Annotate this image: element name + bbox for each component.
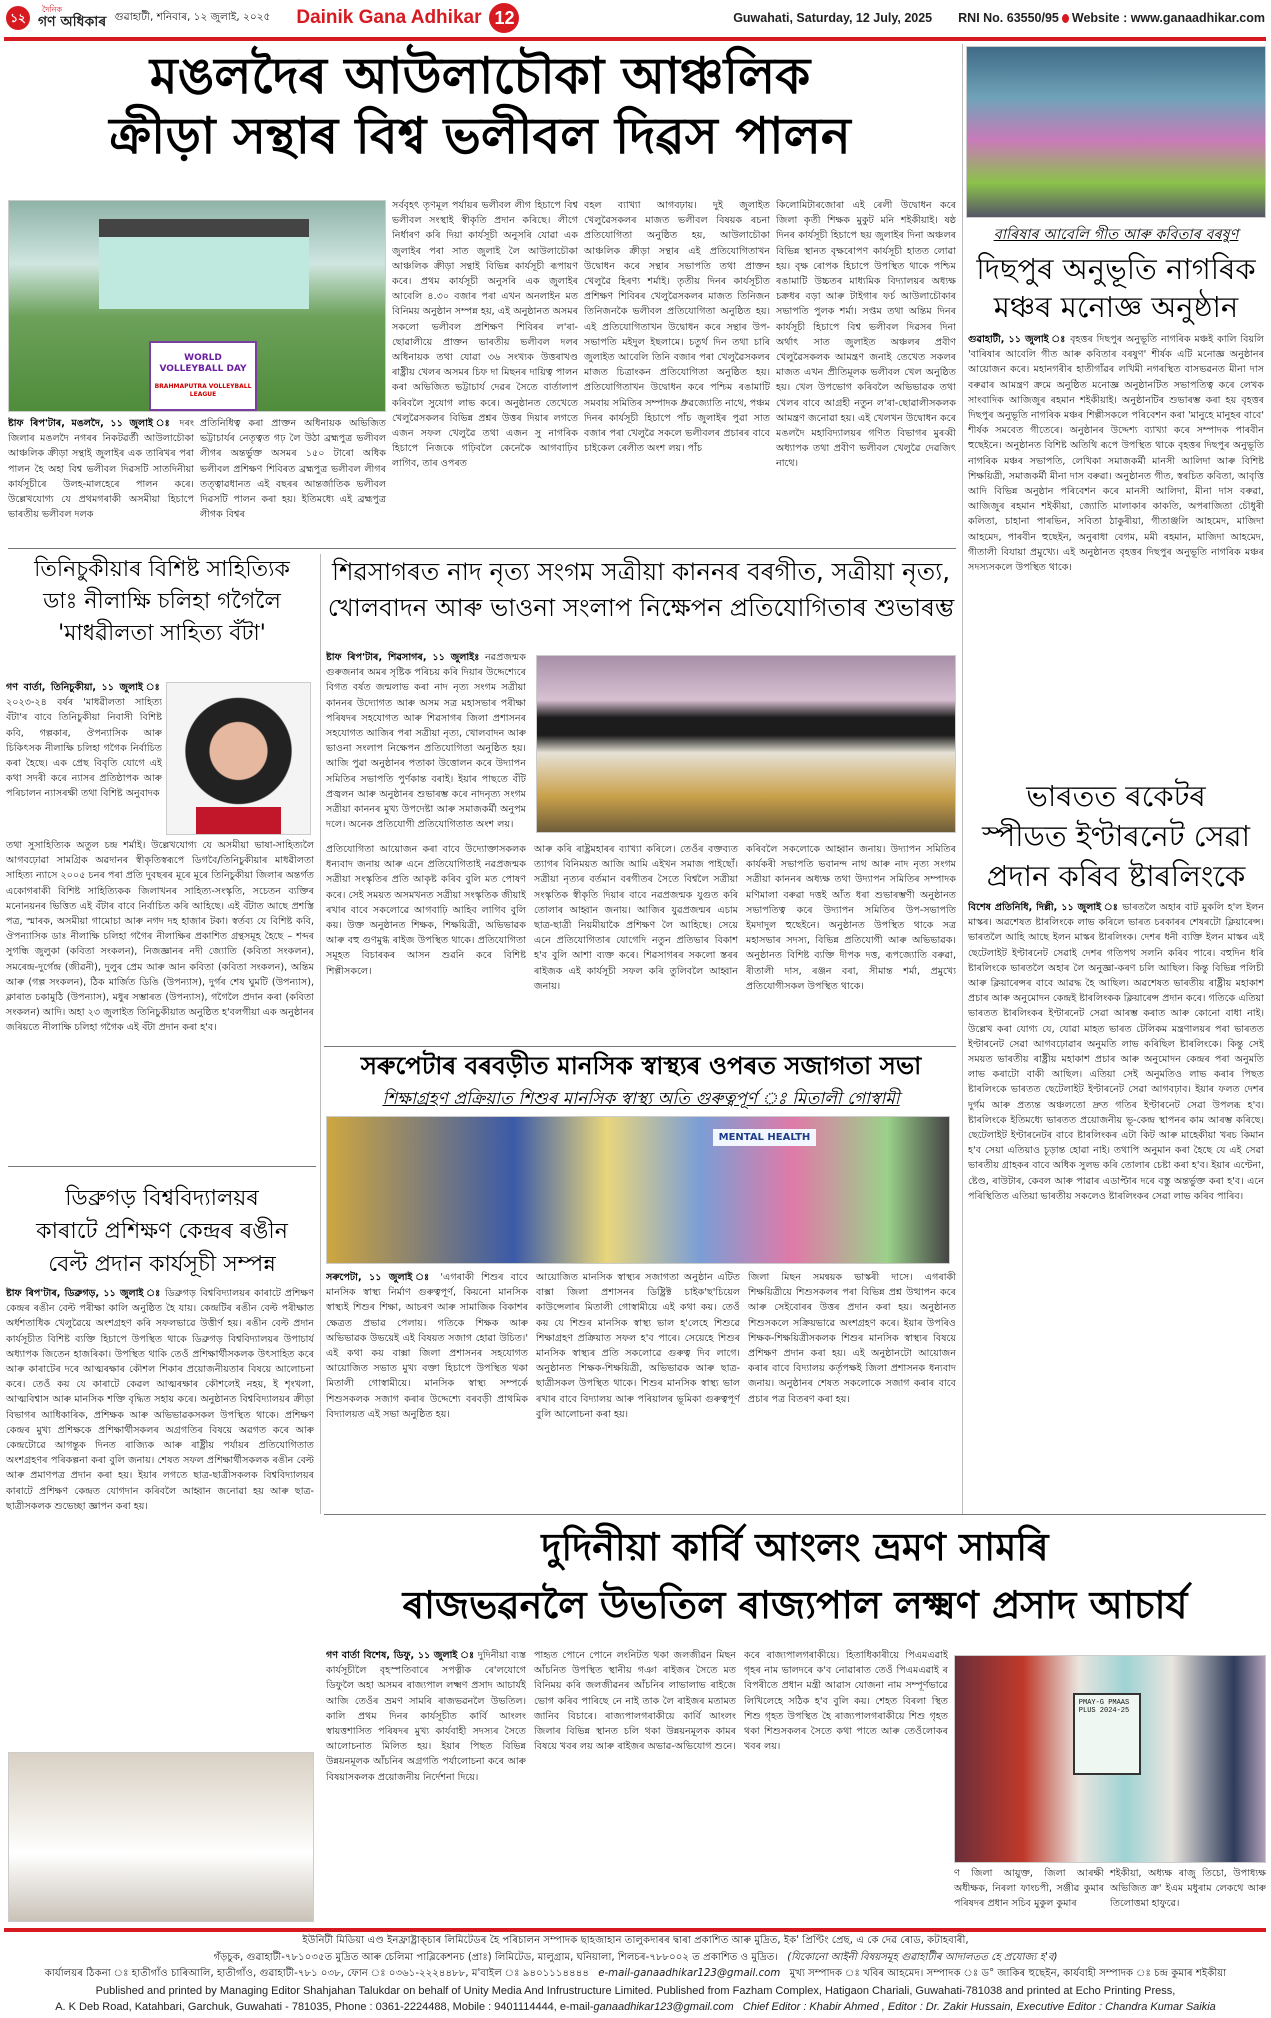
starlink-dateline: বিশেষ প্ৰতিনিধি, দিল্লী, ১১ জুলাই ঃ [968, 902, 1119, 913]
tinsukia-text-top: ২০২৩-২৪ বৰ্ষৰ 'মাধৱীলতা সাহিত্য বঁটা'ৰ বাবে তিনিচুকীয়া নিবাসী বিশিষ্ট কবি, গল্পকাৰ, ঔপন্যাসিক আৰু চিকিৎসক নীলাক্ষি চলিহা গগৈক নিৰ্বাচিত কৰা হৈছে। এক প্ৰেছ বিবৃতি যোগে এই কথা সদৰী কৰে ন্যাসৰ প্ৰতিষ্ঠাপক আৰু পৰিচালন ন্যাসৰক্ষী তথা বিশিষ্ট অনুবাদক [6, 697, 162, 800]
sivasagar-col-3 [534, 842, 738, 1042]
dishpur-text: বৃহত্তৰ দিছপুৰ অনুভূতি নাগৰিক মঞ্চই কালি বিয়লি 'বাৰিষাৰ আবেলি গীত আৰু কবিতাৰ বৰষুণ' শীৰ্ষক এটি মনোজ্ঞ অনুষ্ঠানৰ আয়োজন কৰে। মহানগৰীৰ হাতীগাঁৱৰ লখিমী নগৰস্থিত বাসভৱনত মীনা দাস বৰুৱাৰ আমন্ত্ৰণ ক্ৰমে অনুষ্ঠিত মনোজ্ঞ অনুষ্ঠানটিত সভাপতিত্ব কৰে লেখক সাংবাদিক আজিজুৰ ৰহমান শইকীয়াই। অনুষ্ঠানটিৰ শুভাৰম্ভ কৰা হয় বৃহত্তৰ দিছপুৰ অনুভূতি নাগৰিক মঞ্চৰ শিল্পীসকলে পৰিবেশন কৰা 'মানুহে মানুহৰ বাবে' শীৰ্ষক সমবেত গীতেৰে। অনুষ্ঠানৰ উদ্দেশ্য ব্যাখ্যা কৰে সম্পাদক পাৰবীন হুছেইনে। অনুষ্ঠানত বিশিষ্ট অতিথি ৰূপে উপস্থিত থাকে বৃহত্তৰ দিছপুৰ অনুভূতি নাগৰিক মঞ্চৰ সভাপতি, লেখিকা সমাজকৰ্মী মানসী আলিদা আৰু বিশিষ্ট শিক্ষয়িত্ৰী, সমাজকৰ্মী মীনা দাস বৰুৱা। অনুষ্ঠানত গীত, স্বৰচিত কবিতা, আবৃত্তি আদি বিভিন্ন অনুষ্ঠান পৰিবেশন কৰে মানসী আলিদা, মীনা দাস বৰুৱা, আজিজুৰ ৰহমান শইকীয়া, জ্যোতি মালাকাৰ কাকতি, অপৰাজিতা চৌধুৰী কলিতা, চাহানা পাৰভিন, সবিতা ঠাকুৰীয়া, গীতাঞ্জলি আহমেদ, মাজিদা আহমেদ, পাৰবীন হুছেইন, অনুৰাধা বেগম, মমী ৰহমান, মাজিদা আহমেদ, গীতালী বিযায়া প্ৰমুখ্যে। এই অনুষ্ঠানত বৃহত্তৰ দিছপুৰ অনুভূতি নাগৰিক মঞ্চৰ সদস্যসকলে উপস্থিত থাকে। [968, 334, 1264, 574]
imprint-line-2-text: গঁড়চুক, গুৱাহাটী-৭৮১০৩৫ত মুদ্ৰিত আৰু চেলিমা পাব্লিকেশনচ (প্ৰাঃ) লিমিটেড, মালুগ্ৰাম, ঘনিয়ালা, শিলচৰ-৭৮৮০০২ ত প্ৰকাশিত ও মুদ্ৰিত। [213, 1951, 779, 1963]
imprint-line-5 [0, 1999, 1271, 2016]
banner-title: WORLD VOLLEYBALL DAY [159, 353, 247, 374]
volleyball-col-2 [200, 416, 386, 544]
bullet-dot-icon [1062, 14, 1069, 23]
section-divider [8, 548, 956, 549]
tinsukia-portrait-photo [166, 682, 311, 835]
column-divider [962, 44, 963, 1514]
sarupeta-dateline: সৰুপেটা, ১১ জুলাই ঃ [326, 1272, 434, 1283]
volleyball-headline [0, 46, 960, 166]
sivasagar-text-4: কৰিবলৈ সকলোকে আহ্বান জনায়। উদ্যাপন সমিতিৰ কাৰ্যকৰী সভাপতি ভবানন্দ নাথ আৰু নাদ নৃত্য সংগম সত্ৰীয়া কাননৰ অধ্যক্ষ তথা উদ্যাপন সমিতিৰ সম্পাদক মণিমালা বৰুৱা দত্তই আঁত ধৰা শুভাৰম্ভণী অনুষ্ঠানত সভাপতিত্ব কৰে উদ্যাপন সমিতিৰ উপ-সভাপতি ইমদাদুল হুছেইনে। অনুষ্ঠানত উপস্থিত থাকে সত্ৰ মহাসভাৰ সদস্য, বিভিন্ন প্ৰতিযোগী আৰু অভিভাৱক। অনুষ্ঠানত বিশিষ্ট ব্যক্তি দীপক দত্ত, ৰূপজ্যোতি বৰুৱা, ৰীতালী দাস, ৰঞ্জন বৰা, সীমান্ত শৰ্মা, প্ৰমুখ্যে প্ৰতিযোগীসকল উপস্থিত থাকে। [746, 844, 956, 992]
page-number-badge-bn: ১২ [6, 6, 30, 30]
dishpur-headline-line1: দিছপুৰ অনুভূতি নাগৰিক [976, 252, 1256, 286]
volleyball-col-3 [392, 198, 578, 544]
tinsukia-dateline: গণ বাৰ্তা, তিনিচুকীয়া, ১১ জুলাই ঃ [6, 682, 162, 693]
dibrugarh-headline-line2: কাৰাটে প্ৰশিক্ষণ কেন্দ্ৰৰ ৰঙীন [36, 1219, 288, 1244]
volleyball-text-5: কিলোমিটাৰজোৰা এই ৰেলী উদ্বোধন কৰে জিলা কৃতী শিক্ষক মুকুট মনি শইকীয়াই। ষষ্ঠ দিনৰ কাৰ্যসূচী হিচাপে ছয় জুলাইৰ দিনা অঞ্চলৰ বিভিন্ন স্থানত বৃক্ষৰোপণ কাৰ্যসূচী হাতত লোৱা হয়। বৃক্ষ ৰোপক হিচাপে উপস্থিত থাকে পশ্চিম ৰঙামাটি উচ্চতৰ মাধ্যমিক বিদ্যালয়ৰ অধ্যক্ষ চক্ৰধৰ বড়া আৰু টাইগাৰ ফৰ্চ আউলাচৌকাৰ সভাপতি পুলক শৰ্মা। সপ্তম তথা অন্তিম দিনৰ কাৰ্যসূচী হিচাপে বিশ্ব ভলীবল দিৱসৰ দিনা অৰ্থাৎ সাত জুলাইত অঞ্চলৰ প্ৰবীণ খেলুৱৈসকলক আমন্ত্ৰণ জনাই তেখেত সকলৰ মাজত এখন প্ৰীতিমূলক ভলীবল খেল অনুষ্ঠিত হয়। খেল উপভোগ কৰিবলৈ অভিভাৱক তথা খেলৰ বাবে আগ্ৰহী নতুন ল'ৰা-ছোৱালীসকলক আমন্ত্ৰণ জনোৱা হয়। এই খেলখন উদ্বোধন কৰে মঙলদৈ মহাবিদ্যালয়ৰ গণিত বিভাগৰ মুৰব্বী অধ্যাপক তথা প্ৰবীণ ভলীবল খেলুৱৈ দেৱজিৎ নাথে। [776, 200, 956, 470]
governor-col-1 [326, 1648, 526, 1924]
date-english: Guwahati, Saturday, 12 July, 2025 [733, 11, 933, 25]
volleyball-col-4 [584, 198, 770, 544]
sarupeta-text-1: 'এগৰাকী শিশুৰ বাবে মানসিক স্বাস্থ্য নিৰ্মাণ গুৰুত্বপূৰ্ণ, কিয়নো মানসিক স্বাস্থ্যই শিশুৰ শিক্ষা, আচৰণ আৰু সামাজিক বিকাশৰ ক্ষেত্ৰত প্ৰভাৱ পেলায়। গতিকে শিক্ষক আৰু অভিভাৱক উভয়েই এই বিষয়ত সজাগ হোৱা উচিত।' এই কথা কয় বাক্সা জিলা প্ৰশাসনৰ সহযোগত আয়োজিত সভাত মুখ্য বক্তা হিচাপে উপস্থিত থকা মিতালী গোস্বামীয়ে। মানসিক স্বাস্থ্য সম্পৰ্কে শিশুসকলক সজাগ কৰাৰ উদ্দেশ্যে বৰবড়ী প্ৰাথমিক বিদ্যালয়ত এই সভা অনুষ্ঠিত হয়। [326, 1272, 528, 1420]
governor-col-3 [744, 1648, 948, 1924]
dibrugarh-headline [4, 1182, 320, 1281]
imprint-footer [0, 1933, 1271, 2016]
sivasagar-col-2 [326, 842, 526, 1042]
sivasagar-text-3: আৰু কৰি ৰাষ্ট্ৰমহাৰৰ ব্যাখ্যা কৰিলে। তেওঁৰ বক্তব্যত ত্যাগৰ বিনিময়ত আজি আমি এইখন সমাজ পাইছোঁ। সত্ৰীয়া নৃত্যৰ বৰ্তমান বৰগীতৰ সৈতে বিশ্বলৈ সত্ৰীয়া সংস্কৃতিক স্বীকৃতি দিয়াৰ বাবে নৱপ্ৰজন্মক যুগুত কৰি তোলাৰ আহ্বান জনায়। আজিৰ যুৱপ্ৰজন্মৰ এচাম ছাত্ৰ-ছাত্ৰী নিয়মীয়াকৈ প্ৰশিক্ষণ লৈ আহিছে। সেয়ে এনে প্ৰতিযোগিতাৰ যোগেদি নতুন প্ৰতিভাৰ বিকাশ হ'ব বুলি আশা ব্যক্ত কৰে। শিৱসাগৰৰ সকলো স্তৰৰ ৰাইজক এই কাৰ্যসূচী সফল কৰি তুলিবলৈ আহ্বান জনায়। [534, 844, 738, 992]
governor-text-1: দুদিনীয়া ব্যস্ত কাৰ্যসূচীলৈ বৃহস্পতিবাৰে সপত্নীক ৰে'লযোগে ডিফুলৈ অহা অসমৰ ৰাজ্যপাল লক্ষ্মণ প্ৰসাদ আচাৰ্যই আজি তেওঁৰ ভ্ৰমণ সামৰি ৰাজভৱনলৈ উভতিল। কালি প্ৰথম দিনৰ কাৰ্যসূচীত কাৰ্বি আংলং স্বায়ত্তশাসিত পৰিষদৰ মুখ্য কাৰ্যবাহী সদস্যৰ সৈতে আলোচনাত মিলিত হয়। ইয়াৰ পিছত বিভিন্ন উন্নয়নমূলক আঁচনিৰ অগ্ৰগতি পৰ্যালোচনা কৰে আৰু বিষয়াসকলক প্ৰয়োজনীয় নিৰ্দেশনা দিয়ে। [326, 1650, 526, 1783]
editors-en: Chief Editor : Khabir Ahmed , Editor : Dr. Zakir Hussain, Executive Editor : Chandra Kumar Saikia [742, 2001, 1216, 2013]
karate-group-photo [8, 1752, 314, 1922]
starlink-headline-line2: স্পীডত ইণ্টাৰনেট সেৱা [981, 819, 1251, 853]
tinsukia-headline [4, 554, 320, 650]
sarupeta-text-3: জিলা মিছন সমন্বয়ক ভাস্কৰী দাসে। এগৰাকী শিক্ষয়িত্ৰীয়ে শিশুসকলৰ পৰা বিভিন্ন প্ৰশ্ন উত্থাপন কৰে আৰু সেইবোৰৰ উত্তৰ প্ৰদান কৰা হয়। অনুষ্ঠানত শিশুসকলে সক্ৰিয়ভাৱে অংশগ্ৰহণ কৰে। ইয়াৰ উপৰিও শিক্ষক-শিক্ষয়িত্ৰীসকলক শিশুৰ মানসিক স্বাস্থ্যৰ বিষয়ে প্ৰশিক্ষণ প্ৰদান কৰা হয়। এই অনুষ্ঠানটো আয়োজন কৰাৰ বাবে বিদ্যালয় কৰ্তৃপক্ষই জিলা প্ৰশাসনক ধন্যবাদ জনায়। অনুষ্ঠানৰ শেষত সকলোকে সজাগ কৰাৰ বাবে প্ৰচাৰ পত্ৰ বিতৰণ কৰা হয়। [748, 1272, 956, 1405]
sarupeta-col-2 [536, 1270, 740, 1510]
governor-caption-2 [1110, 1866, 1266, 1926]
starlink-headline-line1: ভাৰতত ৰকেটৰ [1026, 779, 1206, 813]
dishpur-headline [966, 250, 1266, 326]
starlink-headline-line3: প্ৰদান কৰিব ষ্টাৰলিংকে [986, 859, 1246, 893]
dibrugarh-headline-line3: বেল্ট প্ৰদান কাৰ্যসূচী সম্পন্ন [48, 1252, 276, 1277]
website-link[interactable]: Website : www.ganaadhikar.com [1071, 11, 1265, 25]
legal-jurisdiction-note: (যিকোনো আইনী বিষয়সমূহ গুৱাহাটীৰ আদালতত হে প্ৰযোজ্য হ'ব) [787, 1951, 1058, 1963]
sivasagar-text-1: নৱপ্ৰজন্মক গুৰুজনাৰ অমৰ সৃষ্টিক পৰিচয় কৰি দিয়াৰ উদ্দেশ্যেৰে বিগত বৰ্ষত জন্মলাভ কৰা নাদ নৃত্য সংগম সত্ৰীয়া কাননৰ উদ্যোগত আৰু অসম সত্ৰ মহাসভাৰ পৰীক্ষা পৰিষদৰ সহযোগত আৰু শিৱসাগৰ জিলা প্ৰশাসনৰ সহযোগত আজিৰ পৰা সত্ৰীয়া নৃত্য, খোলবাদন আৰু ভাওনা সংলাপ নিক্ষেপন প্ৰতিযোগিতা অনুষ্ঠিত হয়। আজি পুৱা অনুষ্ঠানৰ পতাকা উত্তোলন কৰে উদ্যাপন সমিতিৰ সভাপতি পুৰ্ণকান্ত বৰাই। ইয়াৰ পাছতে বঁটি প্ৰজ্বলন আৰু অনুষ্ঠানৰ শুভাৰম্ভ কৰে নাদনৃত্য সংগম সত্ৰীয়া কাননৰ মুখ্য উপদেষ্টা আৰু সমাজকৰ্মী অনুপম দলে। অনেক প্ৰতিযোগী প্ৰতিযোগিতাত অংশ লয়। [326, 652, 526, 831]
sivasagar-dateline: ষ্টাফ ৰিপ'টাৰ, শিৱসাগৰ, ১১ জুলাইঃ [326, 652, 480, 663]
email-link-en[interactable]: ganaadhikar123@gmail.com [593, 2001, 734, 2013]
governor-text-2: পাহৃত পোনে পোনে লংনিটত থকা জলজীৱন মিছন আঁচনিত উপস্থিত স্থানীয় গঞা ৰাইজৰ সৈতে মত বিনিময় কৰি জলজীৱনৰ আঁচনিৰ লাভালাভ ৰাইজে ভোগ কৰিব পাৰিছে নে নাই তাক লৈ ৰাইজৰ মতামত জানিব বিচাৰে। ৰাজ্যপালগৰাকীয়ে কাৰ্বি আংলং জিলাৰ বিভিন্ন স্থানত চলি থকা উন্নয়নমূলক কামৰ বিষয়ে খবৰ লয় আৰু ৰাইজৰ অভাৱ-অভিযোগ শুনে। [534, 1650, 736, 1753]
mental-health-sign: MENTAL HEALTH [713, 1129, 817, 1146]
tinsukia-text-bottom: তথা সুসাহিত্যিক অতুল চন্দ্ৰ শৰ্মাই। উল্লেখযোগ্য যে অসমীয়া ভাষা-সাহিত্যলৈ আগবঢ়োৱা সামগ্ৰিক অৱদানৰ স্বীকৃতিস্বৰূপে ডিগবৈ/তিনিচুকীয়াৰ মাধৱীলতা সাহিত্য ন্যাসে ২০০৫ চনৰ পৰা প্ৰতি দুবছৰৰ মূৰে মূৰে তিনিচুকীয়া জিলাৰ অন্তৰ্গত একোগৰাকী বিশিষ্ট সাহিত্যিকক জিলাখনৰ সাহিত্য-সংস্কৃতি, সচেতন ব্যক্তিৰ মনোনয়নৰ ভিত্তিত এই বঁটাৰ বাবে নিৰ্বাচিত কৰি আহিছে। এই বঁটাত আছে প্ৰশস্তি পত্ৰ, স্মাৰক, অসমীয়া গামোচা আৰু নগদ দহ হাজাৰ টকা। স্বৰ্তব্য যে বিশিষ্ট কবি, ঔপন্যাসিক ডাঃ নীলাক্ষি চলিহা গগৈৰ নীলাক্ষিৰ প্ৰকাশিত গ্ৰন্থসমূহ হৈছে – শব্দৰ সুগন্ধি জুলুকা (কবিতা সংকলন), নিজজ্ঞানৰ নদী জ্যোতি (কবিতা সংকলন), সমৰেন্দ্ৰ-দুৰ্গেন্দ্ৰ (জীৱনী), দুলুৰ প্ৰেম আৰু আন কবিতা (কবিতা সংকলন), অন্তিম আৰু (গল্প সংকলন), ঠিক মাৰ্জিত ডিঙি (উপন্যাস), দুৰ্গৰ শেষ ঘুমটি (উপন্যাস), ক্লাৰাত চকামুঠি (উপন্যাস), মধুৰ সম্ভাৰত (উপন্যাস), গগৈলৈ প্ৰদান কৰা (কবিতা সংকলন) আদি। অহা ২৩ জুলাইত তিনিচুকীয়াত অনুষ্ঠিত হ'বলগীয়া এক অনুষ্ঠানৰ জৰিয়তে নীলাক্ষি চলিহা গগৈক এই বঁটা প্ৰদান কৰা হ'ব। [6, 840, 314, 1034]
sivasagar-col-1 [326, 650, 526, 840]
volleyball-headline-line2: ক্ৰীড়া সন্থাৰ বিশ্ব ভলীবল দিৱস পালন [109, 106, 851, 165]
community-hall-shape [99, 219, 309, 309]
imprint-line-1: ইউনিটী মিডিয়া এণ্ড ইনফ্ৰাষ্ট্ৰাক্চাৰ লিমিটেডৰ হৈ পৰিচালন সম্পাদক ছাহজাহান তালুকদাৰৰ দ্বাৰা প্ৰকাশিত আৰু মুদ্ৰিত, ইক' প্ৰিণ্টিং প্ৰেছ, এ কে দেৱ ৰোড, কটাহবাৰী, [302, 1935, 969, 1946]
sarupeta-classroom-photo [326, 1116, 950, 1264]
dishpur-kicker: বাৰিষাৰ আবেলি গীত আৰু কবিতাৰ বৰষুণ [993, 227, 1239, 243]
pmay-plaque: PMAY-G PMAAS PLUS 2024-25 [1073, 1693, 1141, 1775]
volleyball-photo [8, 200, 386, 412]
date-assamese: গুৱাহাটী, শনিবাৰ, ১২ জুলাই, ২০২৫ [114, 10, 271, 23]
tinsukia-headline-line2: ডাঃ নীলাক্ষি চলিহা গগৈলৈ [43, 589, 281, 614]
governor-headline-line1: দুদিনীয়া কাৰ্বি আংলং ভ্ৰমণ সামৰি [541, 1524, 1049, 1569]
section-divider [324, 1046, 956, 1047]
governor-dateline: গণ বাৰ্তা বিশেষ, ডিফু, ১১ জুলাই ঃ [326, 1650, 475, 1661]
sivasagar-headline-line1: শিৱসাগৰত নাদ নৃত্য সংগম সত্ৰীয়া কাননৰ বৰগীত, সত্ৰীয়া নৃত্য, [331, 557, 951, 586]
logo-text: গণ অধিকাৰ [38, 14, 107, 30]
volleyball-text-3: সৰ্ববৃহৎ তৃণমূল পৰ্যায়ৰ ভলীবল লীগ হিচাপে বিশ্ব ভলীবল সংস্থাই স্বীকৃতি প্ৰদান কৰিছে। লীগে নিৰ্ধাৰণ কৰি দিয়া কাৰ্যসূচী অনুসৰি যোৱা এক জুলাইৰ পৰা সাত জুলাই লৈ আউলাচৌকা আঞ্চলিক ক্ৰীড়া সন্থাই বিভিন্ন কাৰ্যসূচী ৰূপায়ণ কৰে। প্ৰথম কাৰ্যসূচী অনুসৰি এক জুলাইৰ আবেলি ৪.৩০ বজাৰ পৰা এখন অনলাইন মত বিনিময় অনুষ্ঠান সম্পন্ন হয়, এই অনুষ্ঠানত অসমৰ সকলো ভলীবল প্ৰশিক্ষণ শিবিৰৰ ল'ৰা-ছোৱালীয়ে প্ৰাক্তন ভাৰতীয় ভলীবল দলৰ অধিনায়ক তথা যোৱা ৩৬ সংখ্যক উত্তৰাখণ্ড ৰাষ্ট্ৰীয় খেলৰ অসমৰ চিফ দা মিছনৰ দায়িত্ব পালন কৰা অভিজিত ভট্টাচাৰ্য দেৱৰ সৈতে বাৰ্তালাপ কৰিবলৈ সুযোগ লাভ কৰে। অনুষ্ঠানত তেখেতে খেলুৱৈসকলৰ বিভিন্ন প্ৰশ্নৰ উত্তৰ দিয়াৰ লগতে এজন সফল খেলুৱৈ তথা এজন সু নাগৰিক হিচাপে নিজকে গঢ়িবলৈ কেনেকৈ আগবাঢ়িব লাগিব, তাৰ ওপৰত [392, 200, 578, 470]
tinsukia-headline-line1: তিনিচুকীয়াৰ বিশিষ্ট সাহিত্যিক [34, 557, 290, 582]
governor-visit-photo [954, 1655, 1266, 1863]
tinsukia-headline-line3: 'মাধৱীলতা সাহিত্য বঁটা' [58, 621, 266, 646]
email-link-as[interactable]: e-mail-ganaadhikar123@gmail.com [598, 1968, 781, 1979]
editors-as: মুখ্য সম্পাদক ঃ খবিৰ আহমেদ। সম্পাদক ঃ ড° জাকিৰ হুছেইন, কাৰ্যবাহী সম্পাদক ঃ চন্দ্ৰ কুমাৰ শইকীয়া [789, 1968, 1227, 1979]
starlink-body [968, 900, 1264, 1510]
volleyball-headline-line1: মঙলদৈৰ আউলাচৌকা আঞ্চলিক [149, 46, 811, 105]
tinsukia-body-top [6, 680, 162, 835]
imprint-line-4: Published and printed by Managing Editor Shahjahan Talukdar on behalf of Unity Media And Infrustructure Limited. Published from Fazham Complex, Hatigaon Chariali, Guwahati-781038 and printed at Echo Printing Press, [95, 1984, 1176, 1997]
rni-number: RNI No. 63550/95 [958, 11, 1059, 25]
sivasagar-stage-photo [536, 655, 956, 833]
sarupeta-kicker: শিক্ষাগ্ৰহণ প্ৰক্ৰিয়াত শিশুৰ মানসিক স্বাস্থ্য অতি গুৰুত্বপূৰ্ণ ঃ মিতালী গোস্বামী [382, 1089, 900, 1109]
governor-caption-1 [954, 1866, 1104, 1926]
logo-small-text: দৈনিক [42, 5, 63, 14]
volleyball-text-2: প্ৰতিনিধিত্ব কৰা প্ৰাক্তন অধিনায়ক অভিজিত ভট্টাচাৰ্যৰ নেতৃত্বত গঢ় লৈ উঠা ব্ৰহ্মপুত্ৰ ভলীবল লীগৰ অন্তৰ্ভুক্ত অসমৰ ১৫০ টাৰো অধিক ভলীবল প্ৰশিক্ষণ শিবিৰত ব্ৰহ্মপুত্ৰ ভলীবল লীগৰ তত্ত্বাৱধানত এই বছৰৰ আন্তৰ্জাতিক ভলীবল দিৱসটি পালন কৰা হয়। ইতিমধ্যে এই ব্ৰহ্মপুত্ৰ লীগক বিশ্বৰ [200, 418, 386, 521]
sarupeta-col-1 [326, 1270, 528, 1510]
volleyball-col-1 [8, 416, 194, 544]
footer-rule [4, 1928, 1266, 1932]
sarupeta-col-3 [748, 1270, 956, 1510]
dibrugarh-body [6, 1286, 314, 1748]
volleyball-dateline: ষ্টাফ ৰিপ'টাৰ, মঙলদৈ, ১১ জুলাই ঃ [8, 418, 174, 429]
dibrugarh-text: ডিব্ৰুগড় বিশ্ববিদ্যালয়ৰ কাৰাটে প্ৰশিক্ষণ কেন্দ্ৰৰ ৰঙীন বেল্ট পৰীক্ষা কালি অনুষ্ঠিত হৈ যায়। কেন্দ্ৰটিৰ ৰঙীন বেল্ট পৰীক্ষাত অৰ্ধশতাধিক খেলুৱৈয়ে অংশগ্ৰহণ কৰি সফলভাৱে উত্তীৰ্ণ হয়। ৰঙীন বেল্ট প্ৰদান কাৰ্যসূচীত বিশিষ্ট ব্যক্তি হিচাপে উপস্থিত থাকে ডিব্ৰুগড় বিশ্ববিদ্যালয়ৰ উপাচাৰ্য অধ্যাপক জিতেন হাজৰিকা। উপস্থিত থাকি তেওঁ প্ৰশিক্ষাৰ্থীসকলক উৎসাহিত কৰে আৰু কাৰাটেৰ দৰে আত্মৰক্ষাৰ কৌশল শিকাৰ প্ৰয়োজনীয়তাৰ বিষয়ে আলোচনা কৰে। তেওঁ কয় যে কাৰাটে কেৱল আত্মৰক্ষাৰ কৌশলেই নহয়, ই শৃংখলা, আত্মবিশ্বাস আৰু মানসিক শক্তি বৃদ্ধিত সহায় কৰে। অনুষ্ঠানত বিশ্ববিদ্যালয়ৰ ক্ৰীড়া বিভাগৰ আধিকাৰিক, প্ৰশিক্ষক আৰু অভিভাৱকসকল উপস্থিত থাকে। প্ৰশিক্ষণ কেন্দ্ৰৰ মুখ্য প্ৰশিক্ষকে প্ৰশিক্ষাৰ্থীসকলৰ অগ্ৰগতিৰ বিষয়ে অৱগত কৰে আৰু কেন্দ্ৰটোৱে আগন্তুক দিনত ৰাজ্যিক আৰু ৰাষ্ট্ৰীয় পৰ্যায়ৰ প্ৰতিযোগিতাত অংশগ্ৰহণৰ পৰিকল্পনা কৰা বুলি জনায়। শেষত সফল প্ৰশিক্ষাৰ্থীসকলক ৰঙীন বেল্ট আৰু প্ৰমাণপত্ৰ প্ৰদান কৰা হয়। ইয়াৰ লগতে ছাত্ৰ-ছাত্ৰীসকলক বিশ্ববিদ্যালয়ৰ কাৰাটে প্ৰশিক্ষণ কেন্দ্ৰত যোগদান কৰিবলৈ আহ্বান জনোৱা হয় আৰু ছাত্ৰ-ছাত্ৰীসকলক শুভেচ্ছা জ্ঞাপন কৰা হয়। [6, 1288, 314, 1512]
masthead [0, 0, 1271, 36]
volleyball-text-4: বহল ব্যাখ্যা আগবঢ়ায়। দুই জুলাইত খেলুৱৈসকলৰ মাজত ভলীবল বিষয়ক ৰচনা প্ৰতিযোগিতা অনুষ্ঠিত হয়, আউলাচৌকা আঞ্চলিক ক্ৰীড়া সন্থাৰ এই প্ৰতিযোগিতাখন উদ্বোধন কৰে সন্থাৰ সভাপতি তথা প্ৰাক্তন খেলুৱৈ হিৰণ্য শৰ্মাই। তৃতীয় দিনৰ কাৰ্যসূচীত প্ৰশিক্ষণ শিবিৰৰ খেলুৱৈসকলৰ মাজত তিনিজন তিনিজনকৈ ভলীবল প্ৰতিযোগিতা অনুষ্ঠিত হয়। এই প্ৰতিযোগিতাখন উদ্বোধন কৰে সন্থাৰ উপ-সভাপতি মইদুল ইছলামে। চতুৰ্থ দিন তথা চাৰি জুলাইত আবেলি তিনি বজাৰ পৰা খেলুৱৈসকলৰ মাজত চিত্ৰাংকন প্ৰতিযোগিতা অনুষ্ঠিত হয়। প্ৰতিযোগিতাখন উদ্বোধন কৰে পশ্চিম ৰঙামাটি সমবায় সমিতিৰ সম্পাদক ধ্ৰুৱজ্যোতি নাথে, পঞ্চম দিনৰ কাৰ্যসূচী হিচাপে পাঁচ জুলাইৰ পুৱা সাত বজাৰ পৰা খেলুৱৈ সকলে ভলীবলৰ প্ৰচাৰৰ বাবে চাইকেল ৰেলীত অংশ লয়। পাঁচ [584, 200, 770, 455]
starlink-headline [966, 776, 1266, 896]
sivasagar-text-2: প্ৰতিযোগিতা আয়োজন কৰা বাবে উদ্যোক্তাসকলক ধন্যবাদ জনায় আৰু এনে প্ৰতিযোগিতাই নৱপ্ৰজন্মক সত্ৰীয়া সংস্কৃতিৰ প্ৰতি আকৃষ্ট কৰিব বুলি মত পোষণ কৰে। সেই সময়ত অসমখনত সত্ৰীয়া সংস্কৃতিক জীয়াই ৰখাৰ বাবে সকলোৱে আগবাঢ়ি আহিব লাগিব বুলি কয়। উক্ত অনুষ্ঠানত শিক্ষক, শিক্ষয়িত্ৰী, অভিভাৱক আৰু বহু গুণমুগ্ধ ৰাইজ উপস্থিত থাকে। প্ৰতিযোগিতা সমূহত বিচাৰকৰ আসন শুৱনি কৰে বিশিষ্ট শিল্পীসকলে। [326, 844, 526, 977]
imprint-line-2 [0, 1950, 1271, 1967]
page-number-badge: 12 [489, 3, 519, 33]
starlink-text: ভাৰতলৈ অহাৰ বাট মুকলি হ'ল ইলন মাস্কৰ। অৱশেষত ষ্টাৰলিংকে লাভ কৰিলে ভাৰত চৰকাৰৰ শেষৰটো ক্লিয়াৰেন্স। ভাৰতলৈ আহি আছে ইলন মাস্কৰ ষ্টাৰলিংক। দেশৰ ধনী ব্যক্তি ইলন মাস্কৰ এই ছেটেলাইট ইণ্টাৰনেট সেৱাই দেশৰ গতিপথ সলনি কৰিব পাৰে। বহুদিন ধৰি ষ্টাৰলিংকে ভাৰতলৈ অহাৰ লৈ অনুজ্ঞা-কৰণ চলি আছিল। কিন্তু বিভিন্ন পলিচী আৰু ক্লিয়াৰেন্সৰ বাবে আৱদ্ধ হৈ আছিল। অৱশেষত ভাৰতীয় ৰাষ্ট্ৰীয় মহাকাশ প্ৰচাৰ আৰু অনুমোদন কেন্দ্ৰই ষ্টাৰলিংকক ক্লিয়াৰেন্স প্ৰদান কৰে। গতিকে এতিয়া ভাৰতত ষ্টাৰলিংকৰ ইণ্টাৰনেট সেৱা আৰম্ভ কৰাত আৰু কোনো বাধা নাই। উল্লেখ কৰা যোগ্য যে, যোৱা মাহত ভাৰত টেলিকম মন্ত্ৰণালয়ৰ পৰা ভাৰতত ইণ্টাৰনেট সেৱা আগবঢ়োৱাৰ অনুমতি লাভ কৰিছিল ষ্টাৰলিংকে। কিন্তু সেই সময়ত ভাৰতীয় ৰাষ্ট্ৰীয় মহাকাশ প্ৰচাৰ আৰু অনুমোদন কেন্দ্ৰৰ পৰা অনুমতি লাভ কৰাটো বাকী আছিল। এতিয়া সেই অনুমতিও লাভ কৰাৰ পিছত ষ্টাৰলিংকে ভাৰতত ছেটেলাইট ইণ্টাৰনেট সেৱা আগবঢ়াব। ইয়াৰ ফলত দেশৰ দুৰ্গম আৰু প্ৰত্যন্ত অঞ্চলতো দ্ৰুত গতিৰ ইণ্টাৰনেট সেৱা উপলব্ধ হ'ব। ষ্টাৰলিংকে ইতিমধ্যে ভাৰতত প্ৰয়োজনীয় ভূ-কেন্দ্ৰ স্থাপনৰ কাম আৰম্ভ কৰিছে। ছেটেলাইট ইণ্টাৰনেটৰ বাবে ষ্টাৰলিংকৰ এটা কিট আৰু মাহেকীয়া খৰচ কিমান হ'ব সেয়া এতিয়াও চূড়ান্ত হোৱা নাই। তথাপি অনুমান কৰা হৈছে যে এই সেৱা ভাৰতীয় গ্ৰাহকৰ বাবে অধিক সুলভ কৰি তোলাৰ চেষ্টা কৰা হ'ব। ইয়াৰ এণ্টেনা, ষ্টেণ্ড, ৰাউটাৰ, কেবল আৰু পাৱাৰ এডাপ্টাৰ দৰে বস্তু অন্তৰ্ভুক্ত কৰা হ'ব। এনে পৰিস্থিতিত এতিয়া ভাৰতীয় সকলেও ষ্টাৰলিংকৰ সেৱা লাভ কৰিব পাৰিব। [968, 902, 1264, 1202]
column-divider [320, 554, 321, 1514]
section-divider [324, 1514, 1266, 1515]
dibrugarh-headline-line1: ডিব্ৰুগড় বিশ্ববিদ্যালয়ৰ [65, 1186, 259, 1211]
governor-text-3: কৰে ৰাজ্যপালগৰাকীয়ে। হিতাধিকাৰীয়ে পিএমএৱাই গৃহৰ নাম ভালদৰে ক'ব নোৱাৰাত তেওঁ পিএমএৱাই ৰ বিপৰীতে প্ৰধান মন্ত্ৰী আৱাস যোজনা নাম সম্পূৰ্ণভাৱে লিখিলেহে সঠিক হ'ব বুলি কয়। শেহত বিৰলা স্থিত শিশু গৃহত উপস্থিত হৈ ৰাজ্যপালগৰাকীয়ে শিশু গৃহত থকা শিশুসকলৰ সৈতে কথা পাতে আৰু তেওঁলোকৰ খবৰ লয়। [744, 1650, 948, 1753]
brand-name: Dainik Gana Adhikar [296, 7, 482, 28]
sarupeta-text-2: আয়োজিত মানসিক স্বাস্থ্যৰ সজাগতা অনুষ্ঠান এটিত বাক্সা জিলা প্ৰশাসনৰ ডিষ্ট্ৰিক্ট চাইক'ছ'চিয়েল কাউন্সেলাৰ মিতালী গোস্বামীয়ে এই কথা কয়। তেওঁ কয় যে শিশুৰ মানসিক স্বাস্থ্য ভাল হ'লেহে শিশুৱে শিক্ষাগ্ৰহণ প্ৰক্ৰিয়াত সফল হ'ব পাৰে। সেয়েহে শিশুৰ মানসিক স্বাস্থ্যৰ প্ৰতি সকলোৱে গুৰুত্ব দিব লাগে। অনুষ্ঠানত শিক্ষক-শিক্ষয়িত্ৰী, অভিভাৱক আৰু ছাত্ৰ-ছাত্ৰীসকল উপস্থিত থাকে। শিশুৰ মানসিক স্বাস্থ্য ভাল ৰখাৰ বাবে বিদ্যালয় আৰু পৰিয়ালৰ ভূমিকা গুৰুত্বপূৰ্ণ বুলি আলোচনা কৰা হয়। [536, 1272, 740, 1420]
dibrugarh-dateline: ষ্টাফ ৰিপ'টাৰ, ডিব্ৰুগড়, ১১ জুলাই ঃ [6, 1288, 162, 1299]
volleyball-text-1: দৰং জিলাৰ মঙলদৈ নগৰৰ নিকটৱৰ্তী আউলাচৌকা আঞ্চলিক ক্ৰীড়া সন্থাই জুলাইৰ এক তাৰিখৰ পৰা পালন হৈ অহা বিশ্ব ভলীবল দিৱসটি সাতদিনীয়া কাৰ্যসূচীৰে উলহ-মালহেৰে পালন কৰে। উল্লেখযোগ্য যে প্ৰথমগৰাকী অসমীয়া হিচাপে ভাৰতীয় ভলীবল দলক [8, 418, 194, 521]
address-en: A. K Deb Road, Katahbari, Garchuk, Guwahati - 781035, Phone : 0361-2224488, Mobile : 9401114444, e-mail- [55, 2001, 594, 2013]
masthead-rule [4, 37, 1266, 41]
governor-text-5: শইকীয়া, অধ্যক্ষ ৰাজু তিচো, উপাধ্যক্ষ অভিজিত ক্ৰ' ইএম মধুৰাম লেকথে আৰু তিলোত্তমা হাফুৱে। [1110, 1868, 1266, 1910]
portrait-shirt-shape [196, 807, 282, 834]
dishpur-headline-line2: মঞ্চৰ মনোজ্ঞ অনুষ্ঠান [993, 290, 1239, 324]
governor-headline-line2: ৰাজভৱনলৈ উভতিল ৰাজ্যপাল লক্ষ্মণ প্ৰসাদ আচাৰ্য [402, 1582, 1188, 1627]
dishpur-dateline: গুৱাহাটী, ১১ জুলাই ঃ [968, 334, 1067, 345]
rni-website [958, 11, 1265, 25]
sarupeta-headline: সৰুপেটাৰ বৰবড়ীত মানসিক স্বাস্থ্যৰ ওপৰত সজাগতা সভা [360, 1051, 922, 1080]
sivasagar-headline-line2: খোলবাদন আৰু ভাওনা সংলাপ নিক্ষেপন প্ৰতিযোগিতাৰ শুভাৰম্ভ [327, 593, 955, 622]
governor-headline [322, 1518, 1268, 1634]
volleyball-banner [149, 341, 257, 411]
tinsukia-body-bottom [6, 838, 314, 1163]
governor-text-4: ণ জিলা আয়ুক্ত, জিলা আৰক্ষী অধীক্ষক, নিৰলা ফাংচপী, সঞ্জীৱ কুমাৰ পৰিষদৰ প্ৰধান সচিব মুকুল কুমাৰ [954, 1868, 1104, 1910]
dishpur-group-photo [966, 46, 1266, 218]
volleyball-col-5 [776, 198, 956, 544]
section-divider [8, 1166, 316, 1167]
office-address: কাৰ্যালয়ৰ ঠিকনা ঃ হাতীগাঁও চাৰিআলি, হাতীগাঁও, গুৱাহাটী-৭৮১ ০৩৮, ফোন ঃ ০৩৬১-২২২৪৪৮৮, ম'বাইল ঃ ৯৪০১১১৪৪৪৪ [44, 1968, 589, 1979]
sivasagar-headline [324, 554, 958, 626]
newspaper-logo [38, 5, 106, 31]
imprint-line-3 [0, 1966, 1271, 1983]
governor-col-2 [534, 1648, 736, 1924]
dishpur-body [968, 332, 1264, 772]
sivasagar-col-4 [746, 842, 956, 1042]
banner-subtitle: BRAHMAPUTRA VOLLEYBALL LEAGUE [154, 383, 252, 398]
